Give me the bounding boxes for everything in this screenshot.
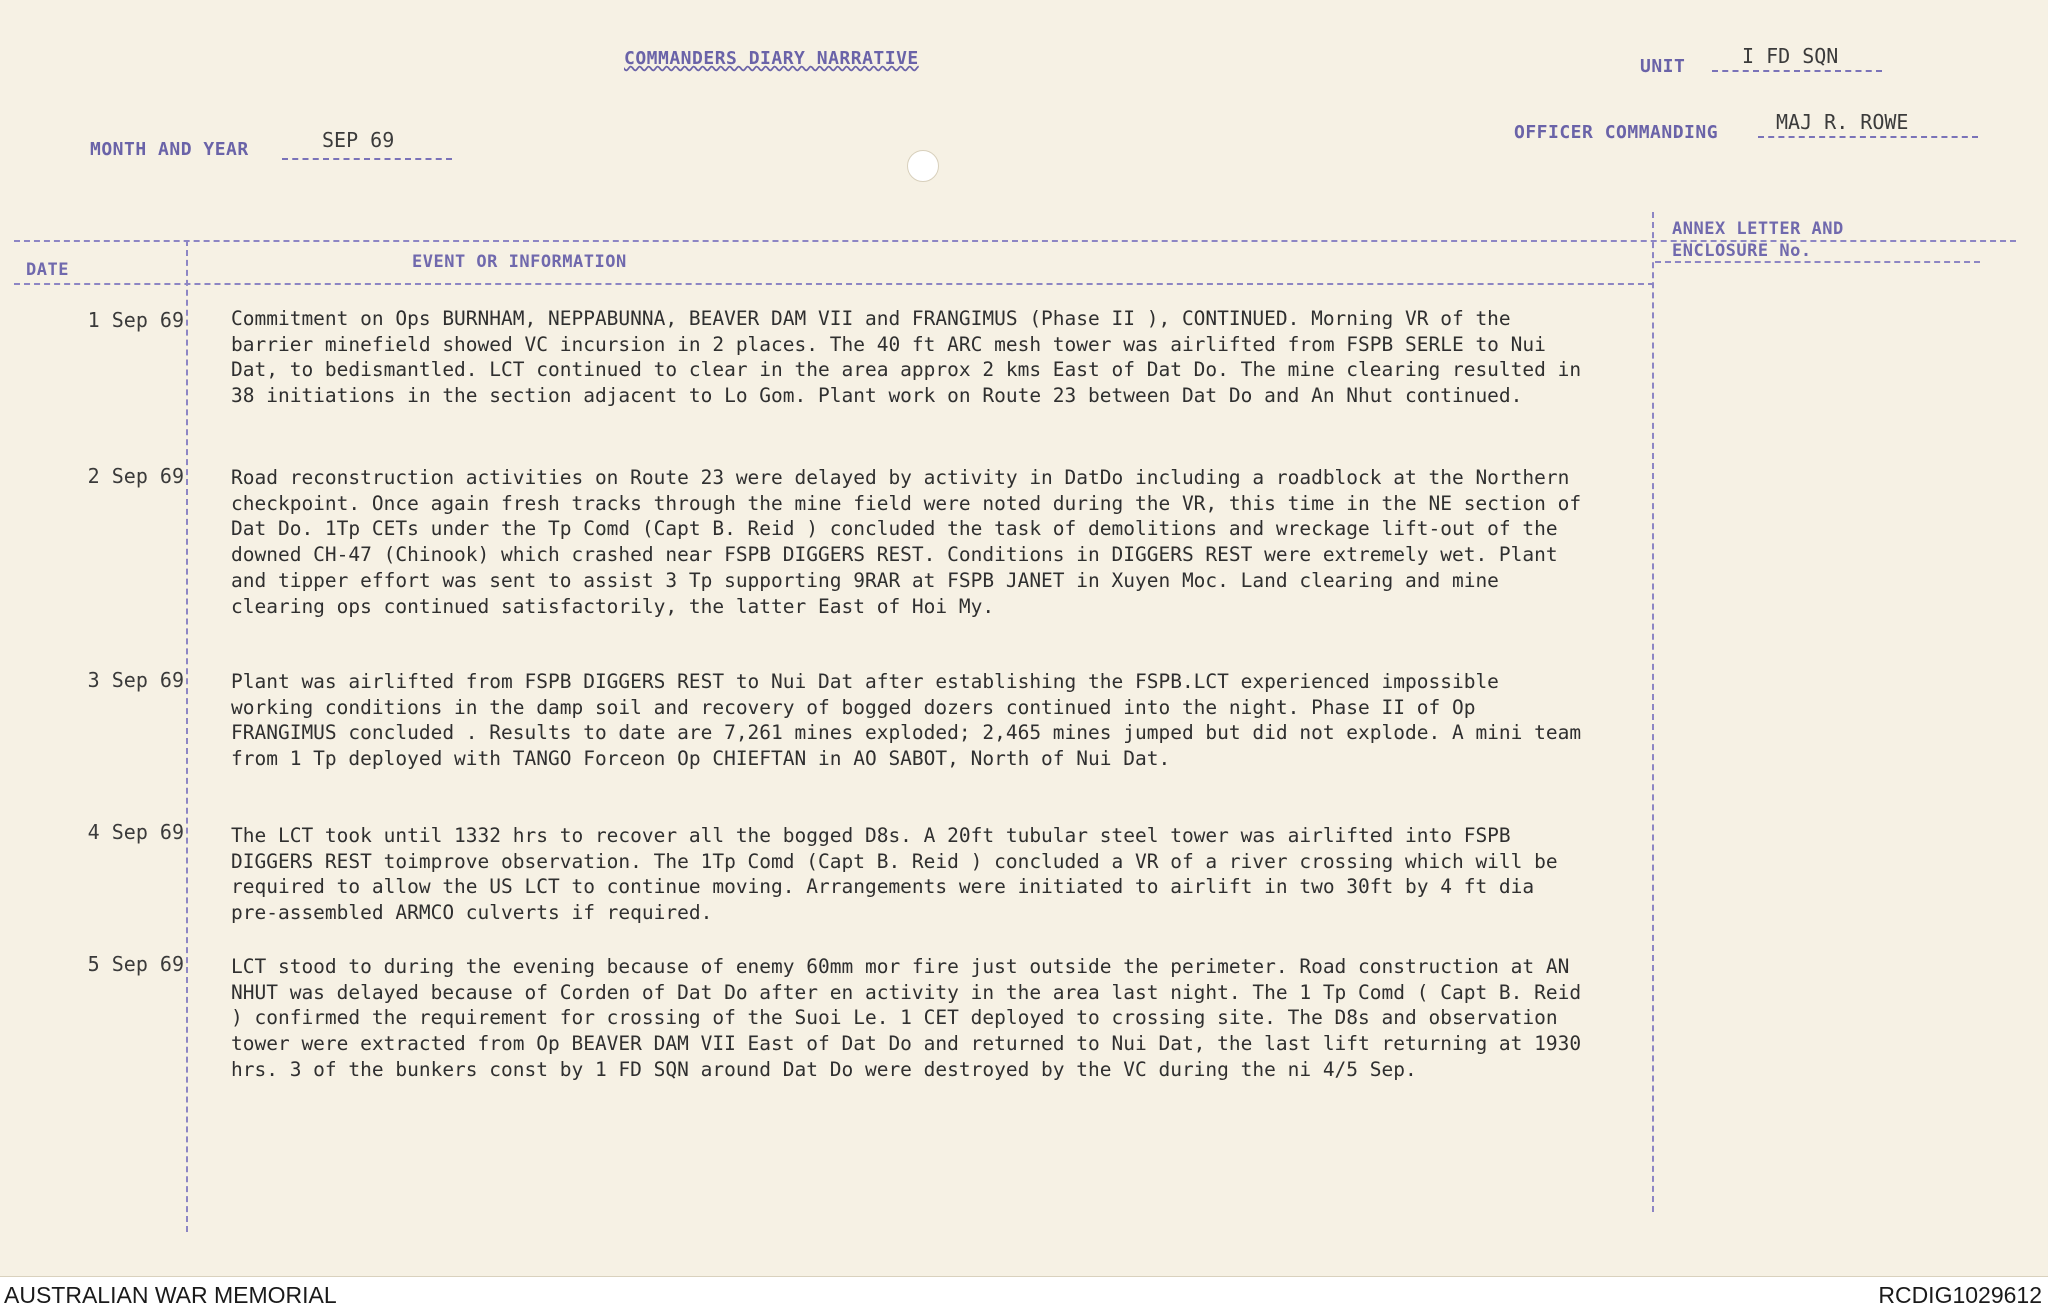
entry-1-text: Commitment on Ops BURNHAM, NEPPABUNNA, BEAVER DAM VII and FRANGIMUS (Phase II ), CONTINUED. Morning VR of the barrier minefield showed VC incursion in 2 places. The 40 ft ARC mesh tower was airlifted from FSPB SERLE to Nui Dat, to bedismantled. LCT continued to clear in the area approx 2 kms East of Dat Do. The mine clearing resulted in 38 initiations in the section adjacent to Lo Gom. Plant work on Route 23 between Dat Do and An Nhut continued. (231, 307, 1582, 408)
punch-hole (907, 150, 939, 182)
unit-label: UNIT (1640, 56, 1686, 77)
entry-5-date: 5 Sep 69 (87, 952, 184, 976)
entry-4-text: The LCT took until 1332 hrs to recover all the bogged D8s. A 20ft tubular steel tower was airlifted into FSPB DIGGERS REST toimprove observation. The 1Tp Comd (Capt B. Reid ) concluded a VR of a river crossing which will be required to allow the US LCT to continue moving. Arrangements were initiated to airlift in two 30ft by 4 ft dia pre-assembled ARMCO culverts if required. (231, 824, 1558, 925)
annex-column-header: ANNEX LETTER AND ENCLOSURE No. (1672, 219, 1844, 261)
annex-column-divider (1652, 212, 1654, 1212)
unit-value: I FD SQN (1742, 44, 1839, 68)
entry-4-date: 4 Sep 69 (87, 820, 184, 844)
header-bottom-rule (14, 283, 1654, 285)
date-column-header: DATE (26, 260, 69, 280)
officer-commanding-underline (1758, 136, 1978, 138)
entry-3-date: 3 Sep 69 (87, 668, 184, 692)
entry-5-text: LCT stood to during the evening because of enemy 60mm mor fire just outside the perimeter. Road construction at AN NHUT was delayed because of Corden of Dat Do after en activity in the area last night. The 1 Tp Comd ( Capt B. Reid ) confirmed the requirement for crossing of the Suoi Le. 1 CET deployed to crossing site. The D8s and observation tower were extracted from Op BEAVER DAM VII East of Dat Do and returned to Nui Dat, the last lift returning at 1930 hrs. 3 of the bunkers const by 1 FD SQN around Dat Do were destroyed by the VC during the ni 4/5 Sep. (231, 955, 1582, 1081)
month-year-label: MONTH AND YEAR (90, 139, 249, 160)
event-column-header: EVENT OR INFORMATION (412, 252, 627, 272)
month-year-underline (282, 158, 452, 160)
entry-1-date: 1 Sep 69 (87, 308, 184, 332)
document-title: COMMANDERS DIARY NARRATIVE (624, 48, 919, 69)
date-column-divider (186, 240, 188, 1232)
month-year-value: SEP 69 (322, 128, 395, 152)
footer-archive-name: AUSTRALIAN WAR MEMORIAL (4, 1282, 337, 1308)
entry-2-text: Road reconstruction activities on Route 23 were delayed by activity in DatDo including a roadblock at the Northern checkpoint. Once again fresh tracks through the mine field were noted during the VR, this time in the NE section of Dat Do. 1Tp CETs under the Tp Comd (Capt B. Reid ) concluded the task of demolitions and wreckage lift-out of the downed CH-47 (Chinook) which crashed near FSPB DIGGERS REST. Conditions in DIGGERS REST were extremely wet. Plant and tipper effort was sent to assist 3 Tp supporting 9RAR at FSPB JANET in Xuyen Moc. Land clearing and mine clearing ops continued satisfactorily, the latter East of Hoi My. (231, 466, 1582, 618)
footer-record-id: RCDIG1029612 (1878, 1282, 2042, 1308)
officer-commanding-value: MAJ R. ROWE (1776, 110, 1909, 134)
unit-underline (1712, 70, 1882, 72)
entry-3-text: Plant was airlifted from FSPB DIGGERS REST to Nui Dat after establishing the FSPB.LCT experienced impossible working conditions in the damp soil and recovery of bogged dozers continued into the night. Phase II of Op FRANGIMUS concluded . Results to date are 7,261 mines exploded; 2,465 mines jumped but did not explode. A mini team from 1 Tp deployed with TANGO Forceon Op CHIEFTAN in AO SABOT, North of Nui Dat. (231, 670, 1582, 771)
entry-2-date: 2 Sep 69 (87, 464, 184, 488)
officer-commanding-label: OFFICER COMMANDING (1514, 122, 1719, 143)
